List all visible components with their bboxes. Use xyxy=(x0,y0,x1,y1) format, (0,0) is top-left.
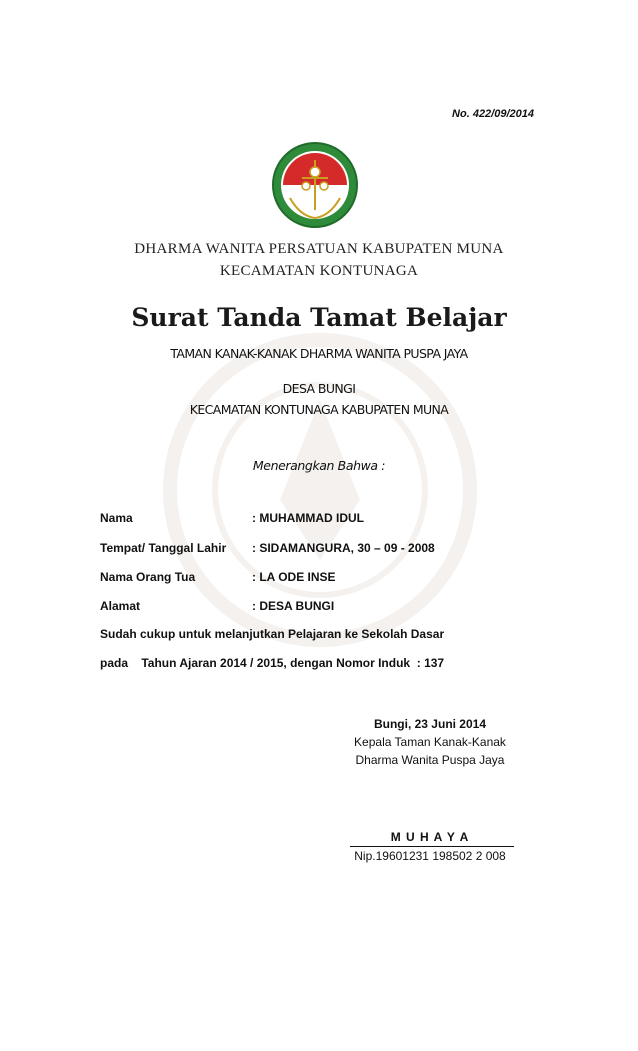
signer-name: M U H A Y A xyxy=(390,830,470,844)
field-label: Nama Orang Tua xyxy=(100,570,196,584)
field-row-address xyxy=(100,599,334,613)
field-label: Alamat xyxy=(100,599,141,613)
signer-nip: Nip.19601231 198502 2 008 xyxy=(354,849,506,863)
field-label: Tempat/ Tanggal Lahir xyxy=(100,541,227,555)
field-value: : MUHAMMAD IDUL xyxy=(252,511,364,525)
school-name: TAMAN KANAK-KANAK DHARMA WANITA PUSPA JAYA xyxy=(170,346,468,361)
signature-position-1: Kepala Taman Kanak-Kanak xyxy=(354,735,506,749)
field-row-parent xyxy=(100,570,336,584)
field-value: : SIDAMANGURA, 30 – 09 - 2008 xyxy=(252,541,435,555)
statement-line-2: pada Tahun Ajaran 2014 / 2015, dengan Nomor Induk : 137 xyxy=(100,656,445,670)
org-line-2: KECAMATAN KONTUNAGA xyxy=(219,263,419,279)
document-number: No. 422/09/2014 xyxy=(452,108,534,120)
org-line-1: DHARMA WANITA PERSATUAN KABUPATEN MUNA xyxy=(134,241,504,257)
dharma-wanita-emblem xyxy=(270,140,360,230)
signature-place-date: Bungi, 23 Juni 2014 xyxy=(373,717,487,731)
field-label: Nama xyxy=(100,511,133,525)
signature-underline xyxy=(350,846,514,847)
field-value: : LA ODE INSE xyxy=(252,570,336,584)
intro-text: Menerangkan Bahwa : xyxy=(252,458,386,473)
signature-position-2: Dharma Wanita Puspa Jaya xyxy=(355,753,505,767)
school-district: KECAMATAN KONTUNAGA KABUPATEN MUNA xyxy=(189,402,449,417)
field-row-birth xyxy=(100,541,435,555)
school-village: DESA BUNGI xyxy=(282,381,356,396)
field-value: : DESA BUNGI xyxy=(252,599,335,613)
statement-line-1: Sudah cukup untuk melanjutkan Pelajaran ke Sekolah Dasar xyxy=(100,627,445,641)
certificate-title: Surat Tanda Tamat Belajar xyxy=(131,303,507,332)
field-row-name xyxy=(100,511,364,525)
